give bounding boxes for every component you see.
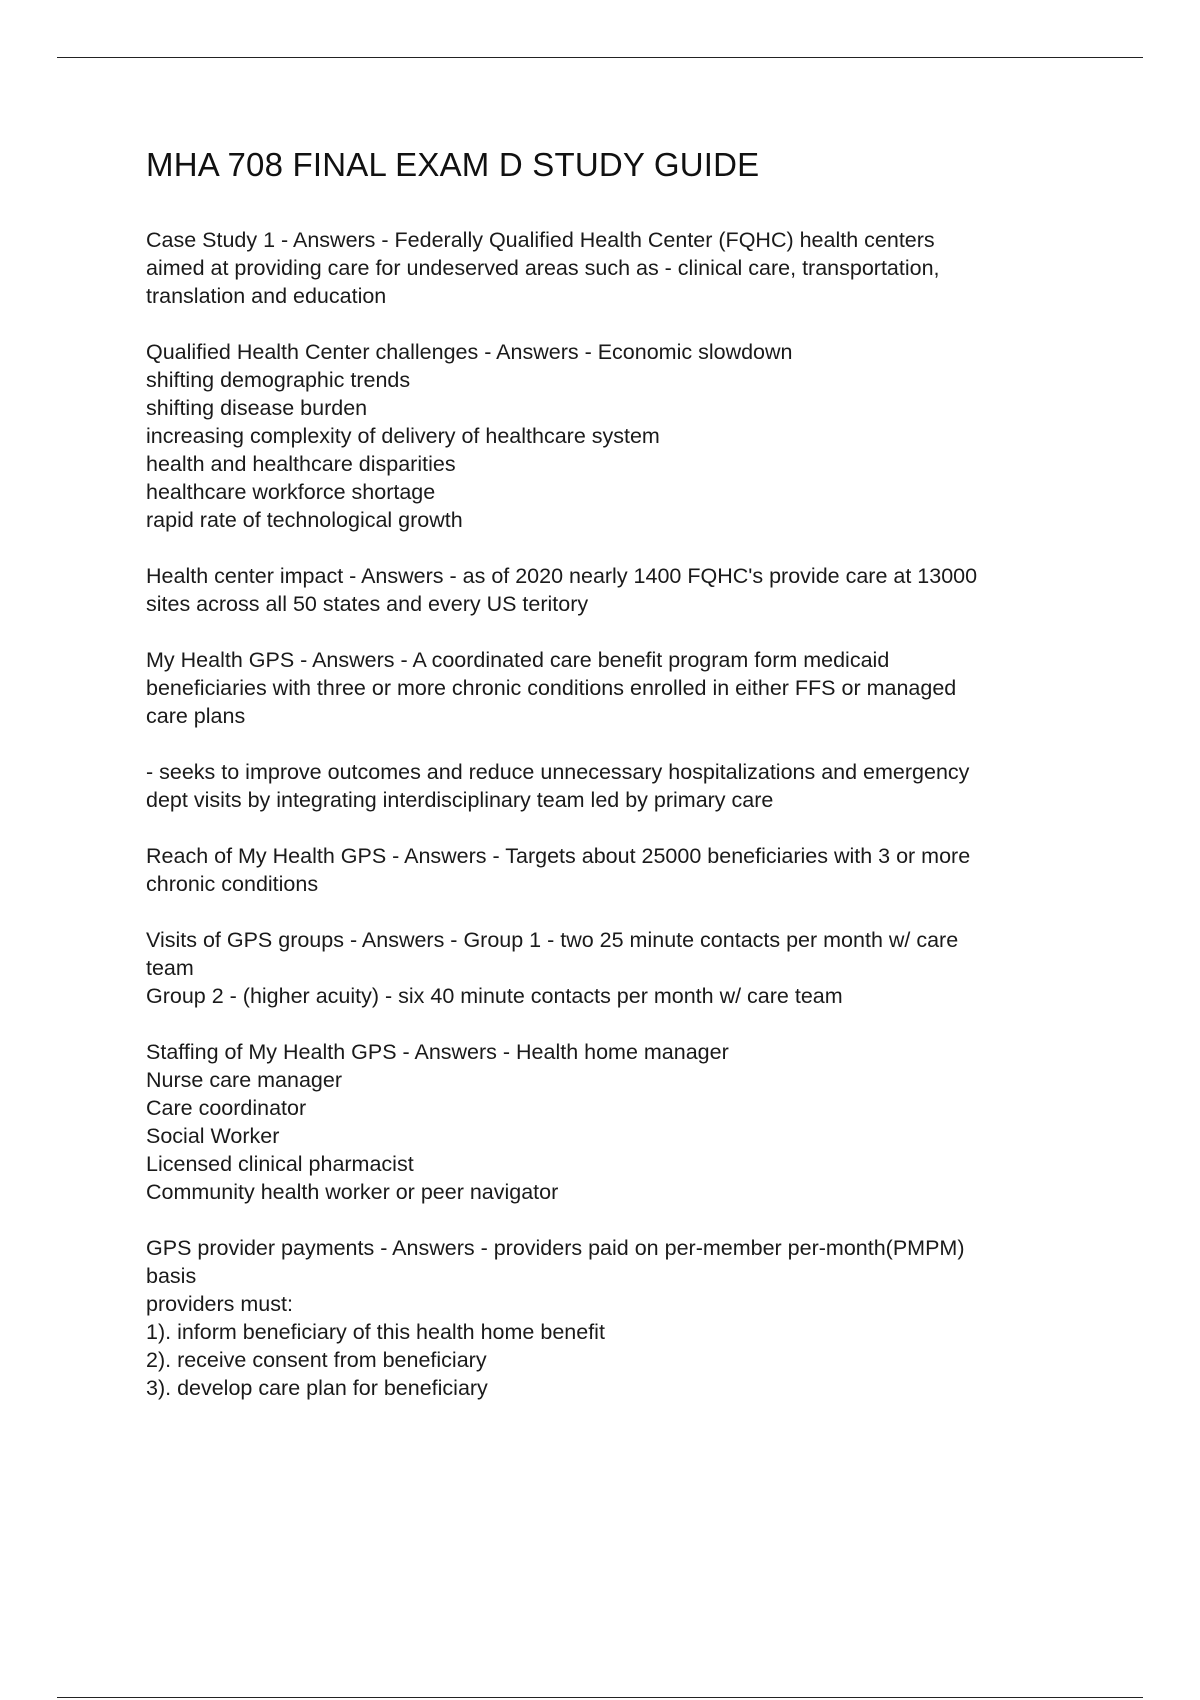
qa-entry-my-health-gps: My Health GPS - Answers - A coordinated care benefit program form medicaid beneficiaries with three or more chronic conditions enrolled in either FFS or managed care plans	[146, 648, 957, 728]
qa-entry-gps-payments: GPS provider payments - Answers - providers paid on per-member per-month(PMPM) basis providers must: 1). inform beneficiary of this health home benefit 2). receive consent from beneficiary 3). develop care plan for beneficiary	[146, 1236, 965, 1400]
document-title: MHA 708 FINAL EXAM D STUDY GUIDE	[146, 146, 760, 183]
qa-entries	[146, 226, 1096, 1402]
document-page	[146, 140, 1096, 1430]
bottom-divider	[57, 1697, 1143, 1698]
qa-entry-case-study-1: Case Study 1 - Answers - Federally Qualified Health Center (FQHC) health centers aimed at providing care for undeserved areas such as - clinical care, transportation, translation and education	[146, 228, 940, 308]
qa-entry-gps-visits: Visits of GPS groups - Answers - Group 1 - two 25 minute contacts per month w/ care team Group 2 - (higher acuity) - six 40 minute contacts per month w/ care team	[146, 928, 959, 1008]
qa-entry-gps-reach: Reach of My Health GPS - Answers - Targets about 25000 beneficiaries with 3 or more chronic conditions	[146, 844, 971, 896]
qa-entry-gps-goals: - seeks to improve outcomes and reduce unnecessary hospitalizations and emergency dept visits by integrating interdisciplinary team led by primary care	[146, 760, 970, 812]
qa-entry-health-center-impact: Health center impact - Answers - as of 2020 nearly 1400 FQHC's provide care at 13000 sites across all 50 states and every US teritory	[146, 564, 978, 616]
qa-entry-fqhc-challenges: Qualified Health Center challenges - Answers - Economic slowdown shifting demographic trends shifting disease burden increasing complexity of delivery of healthcare system health and healthcare disparities healthcare workforce shortage rapid rate of technological growth	[146, 340, 793, 532]
qa-entry-gps-staffing: Staffing of My Health GPS - Answers - Health home manager Nurse care manager Care coordinator Social Worker Licensed clinical pharmacist Community health worker or peer navigator	[146, 1040, 729, 1204]
top-divider	[57, 57, 1143, 58]
